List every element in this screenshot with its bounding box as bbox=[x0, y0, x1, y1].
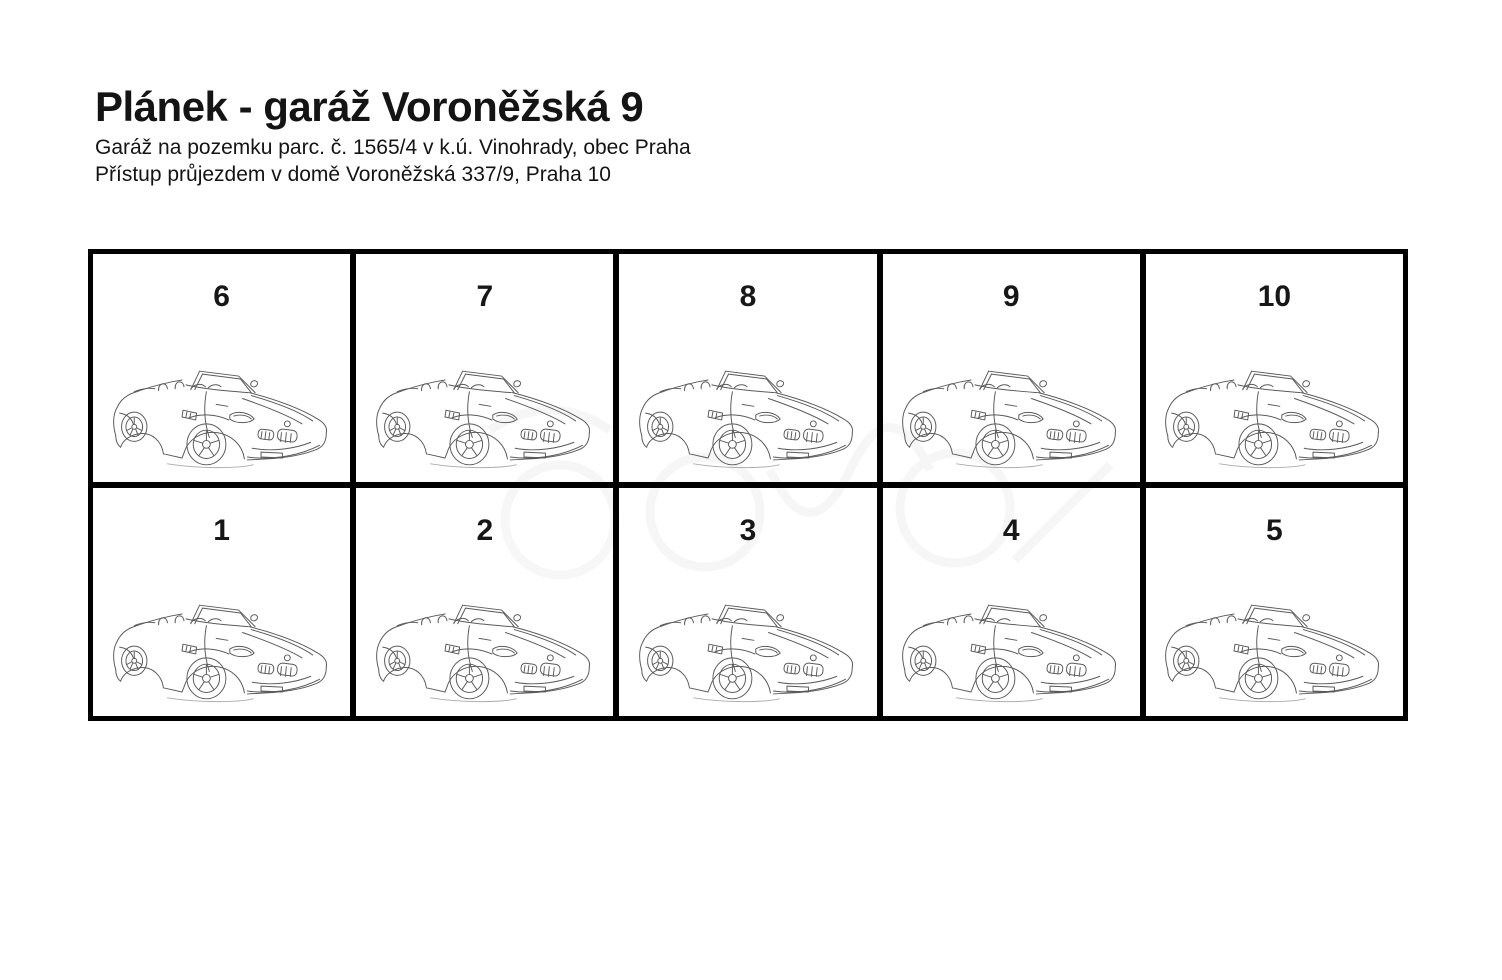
parking-space-cell bbox=[90, 251, 353, 485]
car-sketch-icon bbox=[105, 593, 339, 711]
parking-space-number: 1 bbox=[213, 514, 230, 547]
car-sketch-icon bbox=[1157, 359, 1391, 477]
document-header bbox=[95, 84, 691, 188]
parking-space-number: 4 bbox=[1002, 514, 1020, 547]
parking-space-cell bbox=[616, 251, 879, 485]
car-sketch-icon bbox=[894, 359, 1128, 477]
parking-space-cell bbox=[1143, 251, 1406, 485]
parking-space-number: 2 bbox=[476, 514, 494, 547]
car-sketch-icon bbox=[368, 359, 602, 477]
car-sketch-icon bbox=[105, 359, 339, 477]
parking-space-number: 7 bbox=[476, 280, 494, 313]
subtitle-line-1: Garáž na pozemku parc. č. 1565/4 v k.ú. Vinohrady, obec Praha bbox=[95, 136, 691, 160]
subtitle-line-2: Přístup průjezdem v domě Voroněžská 337/9, Praha 10 bbox=[95, 163, 611, 187]
parking-space-number: 3 bbox=[739, 514, 757, 547]
parking-space-cell bbox=[616, 485, 879, 719]
parking-space-cell bbox=[90, 485, 353, 719]
parking-space-cell bbox=[880, 251, 1143, 485]
car-sketch-icon bbox=[894, 593, 1128, 711]
parking-space-number: 9 bbox=[1002, 280, 1020, 313]
parking-space-number: 8 bbox=[739, 280, 757, 313]
car-sketch-icon bbox=[1157, 593, 1391, 711]
car-sketch-icon bbox=[631, 593, 865, 711]
parking-space-cell bbox=[1143, 485, 1406, 719]
parking-grid bbox=[88, 249, 1408, 721]
parking-space-cell bbox=[353, 485, 616, 719]
parking-space-number: 5 bbox=[1266, 514, 1283, 547]
parking-space-cell bbox=[880, 485, 1143, 719]
parking-space-cell bbox=[353, 251, 616, 485]
parking-space-number: 6 bbox=[213, 280, 230, 313]
page-title: Plánek - garáž Voroněžská 9 bbox=[95, 83, 644, 130]
car-sketch-icon bbox=[368, 593, 602, 711]
page-subtitle bbox=[95, 134, 691, 188]
parking-space-number: 10 bbox=[1257, 280, 1292, 313]
car-sketch-icon bbox=[631, 359, 865, 477]
